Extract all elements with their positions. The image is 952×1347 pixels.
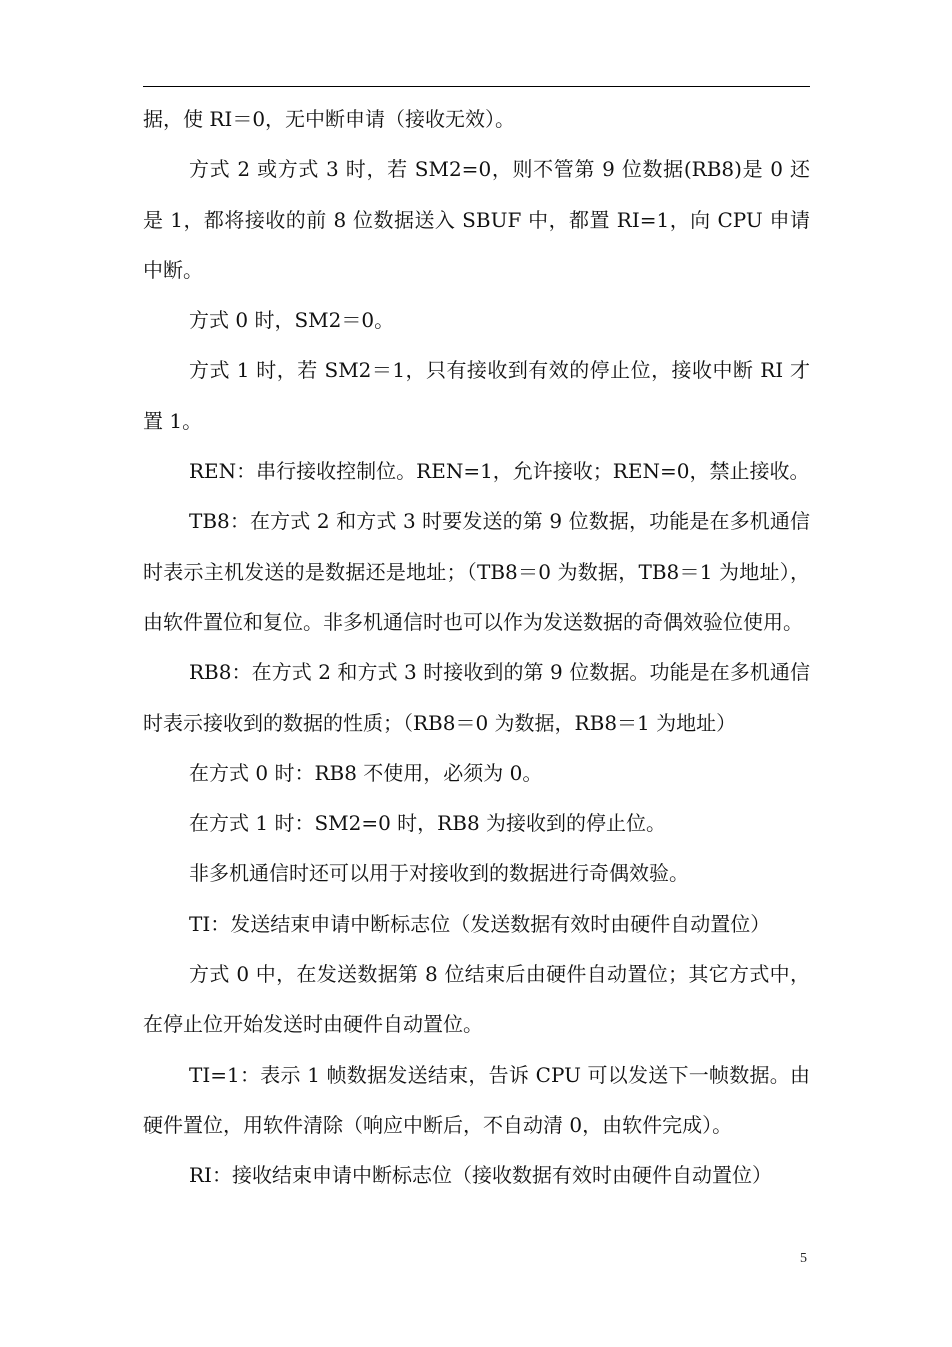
- paragraph: REN：串行接收控制位。REN=1，允许接收；REN=0，禁止接收。: [189, 459, 810, 484]
- paragraph: TI=1：表示 1 帧数据发送结束，告诉 CPU 可以发送下一帧数据。由硬件置位，用软件清除（响应中断后，不自动清 0，由软件完成）。: [143, 1062, 810, 1137]
- paragraph: 在方式 1 时：SM2=0 时，RB8 为接收到的停止位。: [189, 811, 667, 836]
- paragraph: 方式 0 时，SM2＝0。: [189, 308, 395, 333]
- paragraph: TI：发送结束申请中断标志位（发送数据有效时由硬件自动置位）: [189, 911, 771, 936]
- paragraph: 方式 0 中，在发送数据第 8 位结束后由硬件自动置位；其它方式中，在停止位开始发送时由硬件自动置位。: [143, 962, 810, 1037]
- paragraph: 在方式 0 时：RB8 不使用，必须为 0。: [189, 760, 543, 785]
- paragraph: RB8：在方式 2 和方式 3 时接收到的第 9 位数据。功能是在多机通信时表示接收到的数据的性质；（RB8＝0 为数据，RB8＝1 为地址）: [143, 660, 810, 735]
- paragraph: 非多机通信时还可以用于对接收到的数据进行奇偶效验。: [189, 861, 689, 886]
- page-number: 5: [800, 1251, 807, 1266]
- paragraph: 方式 2 或方式 3 时，若 SM2=0，则不管第 9 位数据(RB8)是 0 还是 1，都将接收的前 8 位数据送入 SBUF 中，都置 RI=1，向 CPU 申请中断。: [143, 157, 810, 282]
- paragraph: 方式 1 时，若 SM2＝1，只有接收到有效的停止位，接收中断 RI 才置 1。: [143, 358, 810, 433]
- header-rule: [143, 86, 810, 87]
- document-body: [143, 94, 810, 1201]
- paragraph: 据，使 RI＝0，无中断申请（接收无效）。: [143, 107, 516, 131]
- paragraph: RI：接收结束申请中断标志位（接收数据有效时由硬件自动置位）: [189, 1163, 772, 1188]
- paragraph: TB8：在方式 2 和方式 3 时要发送的第 9 位数据，功能是在多机通信时表示主机发送的是数据还是地址；（TB8＝0 为数据，TB8＝1 为地址），由软件置位和复位。非多机通信时也可以作为发送数据的奇偶效验位使用。: [143, 509, 810, 634]
